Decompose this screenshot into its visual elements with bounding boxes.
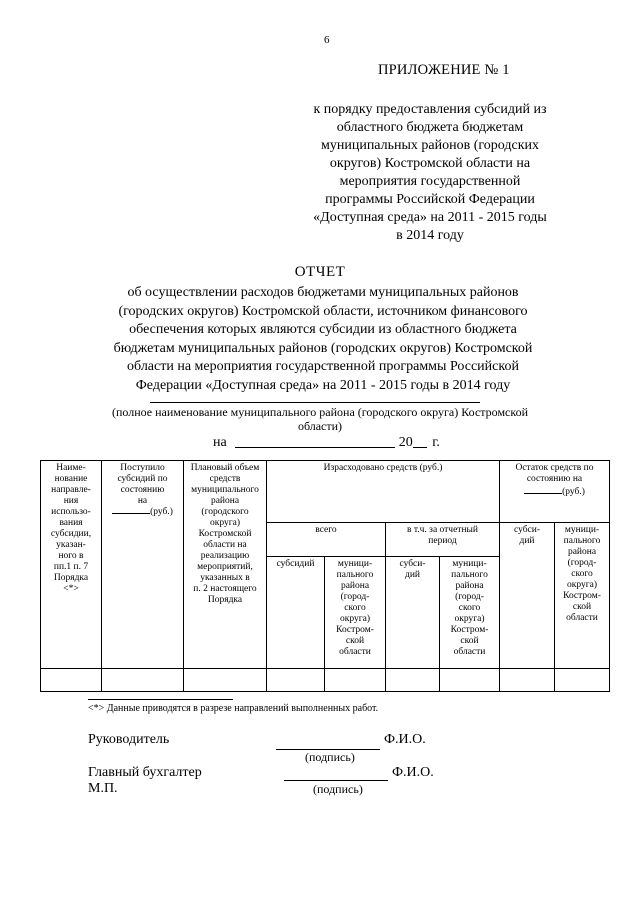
header-text-line: ского (458, 603, 481, 613)
caption-line: области) (297, 419, 343, 433)
header-text-line: мероприятий, (197, 562, 253, 572)
header-text-line: пального (563, 536, 601, 546)
header-text-line: период (428, 536, 457, 546)
header-text-line: вания (59, 518, 83, 528)
header-text-line: (руб.) (562, 487, 585, 497)
table-row (41, 669, 610, 692)
head-label: Руководитель (88, 732, 170, 747)
report-line: Федерации «Доступная среда» на 2011 - 2015 годы в 2014 году (135, 377, 511, 393)
report-line: (городских округов) Костромской области, источником финансового (118, 303, 528, 319)
header-text-line: округа) (454, 614, 485, 624)
report-description (96, 284, 550, 395)
table-cell[interactable] (41, 669, 102, 692)
header-text-line: (городского (201, 507, 249, 517)
table-cell[interactable] (440, 669, 500, 692)
header-planned-volume (184, 461, 267, 669)
table-cell[interactable] (500, 669, 555, 692)
header-text-line: Наиме- (56, 463, 86, 473)
header-text-line: (город- (340, 592, 370, 602)
header-text-line: субси- (399, 559, 426, 569)
header-text-line: округа) (209, 518, 241, 528)
caption-line: (полное наименование муниципального района (городского округа) Костромской (111, 405, 528, 419)
appendix-title: ПРИЛОЖЕНИЕ № 1 (378, 62, 510, 78)
header-text-line: муниципального (191, 485, 259, 495)
header-text-line: направле- (51, 485, 91, 495)
header-text-line: указан- (56, 540, 86, 550)
accountant-signature-caption: (подпись) (313, 782, 363, 796)
header-text-line: Порядка (53, 573, 89, 583)
date-suffix: г. (432, 435, 440, 450)
footnote: <*> Данные приводятся в разрезе направлений выполненных работ. (88, 703, 379, 714)
header-received-subsidies (102, 461, 184, 669)
header-text-line: района (567, 547, 597, 557)
header-total-subsidies: субсидий (267, 557, 325, 669)
header-text-line: дий (404, 570, 420, 580)
header-text-line: в т.ч. за отчетный (406, 525, 479, 535)
header-text-line: муници- (564, 525, 600, 535)
header-text-line: использо- (51, 507, 91, 517)
report-line: области на мероприятия государственной программы Российской (127, 359, 519, 374)
header-text-line: указанных в (200, 573, 250, 583)
header-text-line: района (455, 581, 484, 591)
district-name-field[interactable] (150, 402, 480, 403)
table-cell[interactable] (555, 669, 610, 692)
header-text-line: ского (344, 603, 366, 613)
header-text-line: субсидии, (50, 529, 92, 539)
report-date-row (213, 435, 440, 451)
subtitle-line: программы Российской Федерации (325, 192, 535, 207)
header-text-line: (город- (567, 558, 597, 568)
header-text-line: округа) (339, 614, 371, 624)
header-text-line: ния (63, 496, 79, 506)
header-text-line: Остаток средств по (515, 463, 594, 473)
header-text-line: области (453, 647, 486, 657)
header-direction (41, 461, 102, 669)
header-total-municipal (325, 557, 386, 669)
subtitle-line: мероприятия государственной (339, 174, 521, 189)
header-text-line: средств (209, 474, 241, 484)
header-text-line: дий (519, 536, 535, 546)
header-text-line: области на (203, 540, 247, 550)
header-text-line: состоянию (120, 485, 165, 495)
table-cell[interactable] (267, 669, 325, 692)
header-text-line: <*> (63, 584, 79, 594)
header-text-line: муници- (452, 559, 487, 569)
header-text-line: района (210, 496, 240, 506)
report-title: ОТЧЕТ (294, 264, 346, 280)
subtitle-line: «Доступная среда» на 2011 - 2015 годы (313, 210, 547, 225)
header-text-line: Костромской (198, 529, 252, 539)
stamp-label: М.П. (88, 781, 118, 796)
year-field[interactable] (413, 447, 427, 448)
header-spent: Израсходовано средств (руб.) (267, 461, 500, 523)
header-spent-period (386, 523, 500, 557)
table-cell[interactable] (184, 669, 267, 692)
header-remainder-municipal (555, 523, 610, 669)
header-period-municipal (440, 557, 500, 669)
header-text-line: пп.1 п. 7 (53, 562, 89, 572)
header-text-line: п. 2 настоящего (193, 584, 257, 594)
header-text-line: Костром- (336, 625, 374, 635)
header-text-line: субсидий по (117, 474, 168, 484)
header-remainder-subsidies (500, 523, 555, 669)
header-text-line: ской (460, 636, 479, 646)
subtitle-line: к порядку предоставления субсидий из (313, 102, 547, 117)
header-text-line: округа) (566, 580, 598, 590)
header-text-line: Костром- (450, 625, 489, 635)
report-table (40, 460, 610, 692)
report-line: об осуществлении расходов бюджетами муниципальных районов (127, 285, 519, 300)
header-text-line: (город- (455, 592, 484, 602)
header-text-line: ского (571, 569, 593, 579)
table-cell[interactable] (325, 669, 386, 692)
accountant-label: Главный бухгалтер (88, 765, 202, 780)
header-text-line: Порядка (207, 595, 243, 605)
subtitle-line: муниципальных районов (городских (320, 138, 540, 153)
accountant-fio: Ф.И.О. (392, 765, 434, 780)
subtitle-line: в 2014 году (396, 228, 464, 243)
date-field[interactable] (235, 447, 395, 448)
report-line: бюджетам муниципальных районов (городских округов) Костромской (113, 340, 533, 356)
header-text-line: пального (451, 570, 488, 580)
footnote-divider (88, 699, 233, 700)
appendix-subtitle (300, 101, 560, 245)
header-text-line: Костром- (563, 591, 601, 601)
header-spent-total: всего (267, 523, 386, 557)
table-cell[interactable] (102, 669, 184, 692)
header-text-line: субси- (513, 525, 540, 535)
header-text-line: муници- (337, 559, 373, 569)
accountant-signature-field[interactable] (284, 780, 388, 781)
head-fio: Ф.И.О. (384, 732, 426, 747)
head-signature-caption: (подпись) (305, 750, 355, 764)
header-text-line: Поступило (120, 463, 165, 473)
date-prefix: на (213, 435, 227, 450)
header-period-subsidies (386, 557, 440, 669)
subtitle-line: областного бюджета бюджетам (336, 120, 524, 135)
header-text-line: ской (572, 602, 592, 612)
date-year: 20 (398, 435, 413, 450)
header-text-line: состоянию на (526, 474, 583, 484)
header-text-line: нование (54, 474, 88, 484)
received-date-field[interactable] (112, 513, 150, 514)
report-line: обеспечения которых являются субсидии из областного бюджета (129, 322, 517, 337)
header-text-line: ного в (58, 551, 84, 561)
header-text-line: (руб.) (150, 507, 173, 517)
header-text-line: Плановый объем (190, 463, 260, 473)
header-remainder (500, 461, 610, 523)
district-name-caption (100, 405, 540, 433)
remainder-date-field[interactable] (524, 493, 562, 494)
page-number: 6 (324, 34, 330, 46)
table-cell[interactable] (386, 669, 440, 692)
header-text-line: ской (345, 636, 365, 646)
header-text-line: на (137, 496, 148, 506)
header-text-line: области (566, 613, 598, 623)
header-text-line: области (339, 647, 371, 657)
header-text-line: пального (336, 570, 374, 580)
subtitle-line: округов) Костромской области на (329, 156, 531, 171)
header-text-line: реализацию (200, 551, 250, 561)
header-text-line: района (340, 581, 370, 591)
